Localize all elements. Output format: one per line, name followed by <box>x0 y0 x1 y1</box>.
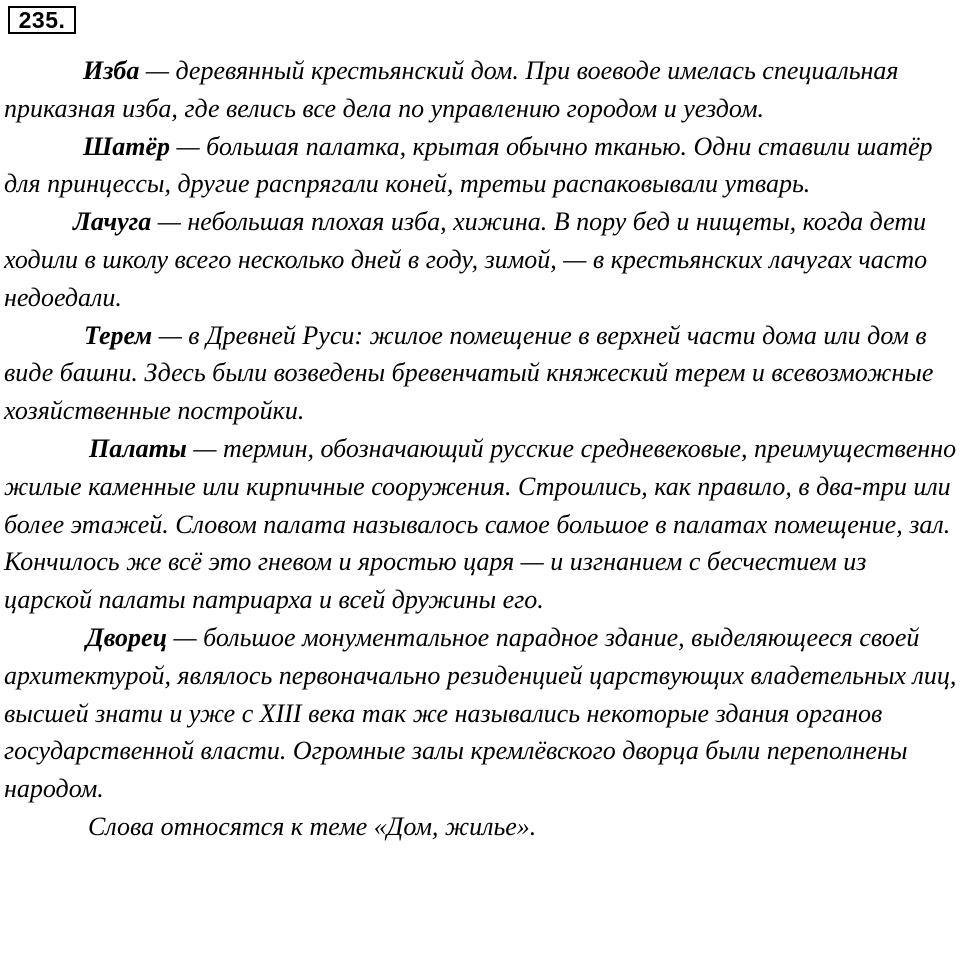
entry-terem <box>4 317 958 430</box>
definition: — небольшая плохая изба, хижина. В пору бед и нищеты, когда дети ходили в школу всего несколько дней в году, зимой, — в крестьянских лачугах часто недоедали. <box>4 207 928 312</box>
exercise-text <box>4 52 958 846</box>
definition: — деревянный крестьянский дом. При воеводе имелась специальная приказная изба, где велись все дела по управлению городом и уездом. <box>4 56 899 123</box>
conclusion: Слова относятся к теме «Дом, жилье». <box>88 811 537 841</box>
entry-dvorets <box>4 619 958 808</box>
entry-palaty <box>4 430 958 619</box>
exercise-number: 235. <box>8 6 76 34</box>
entry-izba <box>4 52 958 128</box>
definition: — большая палатка, крытая обычно тканью. Одни ставили шатёр для принцессы, другие распрягали коней, третьи распаковывали утварь. <box>4 131 933 199</box>
definition: — в Древней Руси: жилое помещение в верхней части дома или дом в виде башни. Здесь были возведены бревенчатый княжеский терем и всевозможные хозяйственные постройки. <box>4 320 934 426</box>
term: Палаты <box>89 433 187 463</box>
term: Лачуга <box>73 207 152 237</box>
definition: — термин, обозначающий русские средневековые, преимущественно жилые каменные или кирпичные сооружения. Строились, как правило, в два-три или более этажей. Словом палата называлось самое большое в палатах помещение, зал. Кончилось же всё это гневом и яростью царя — и изгнанием с бесчестием из царской палаты патриарха и всей дружины его. <box>4 433 957 615</box>
term: Дворец <box>86 622 168 652</box>
entry-shatyor <box>4 128 958 204</box>
term: Шатёр <box>83 131 171 161</box>
definition: — большое монументальное парадное здание, выделяющееся своей архитектурой, являлось первоначально резиденцией царствующих владетельных лиц, высшей знати и уже с XIII века так же назывались некоторые здания органов государственной власти. Огромные залы кремлёвского дворца были переполнены народом. <box>4 622 957 804</box>
term: Терем <box>84 320 153 350</box>
term: Изба <box>83 56 140 85</box>
entry-lachuga <box>4 203 958 316</box>
